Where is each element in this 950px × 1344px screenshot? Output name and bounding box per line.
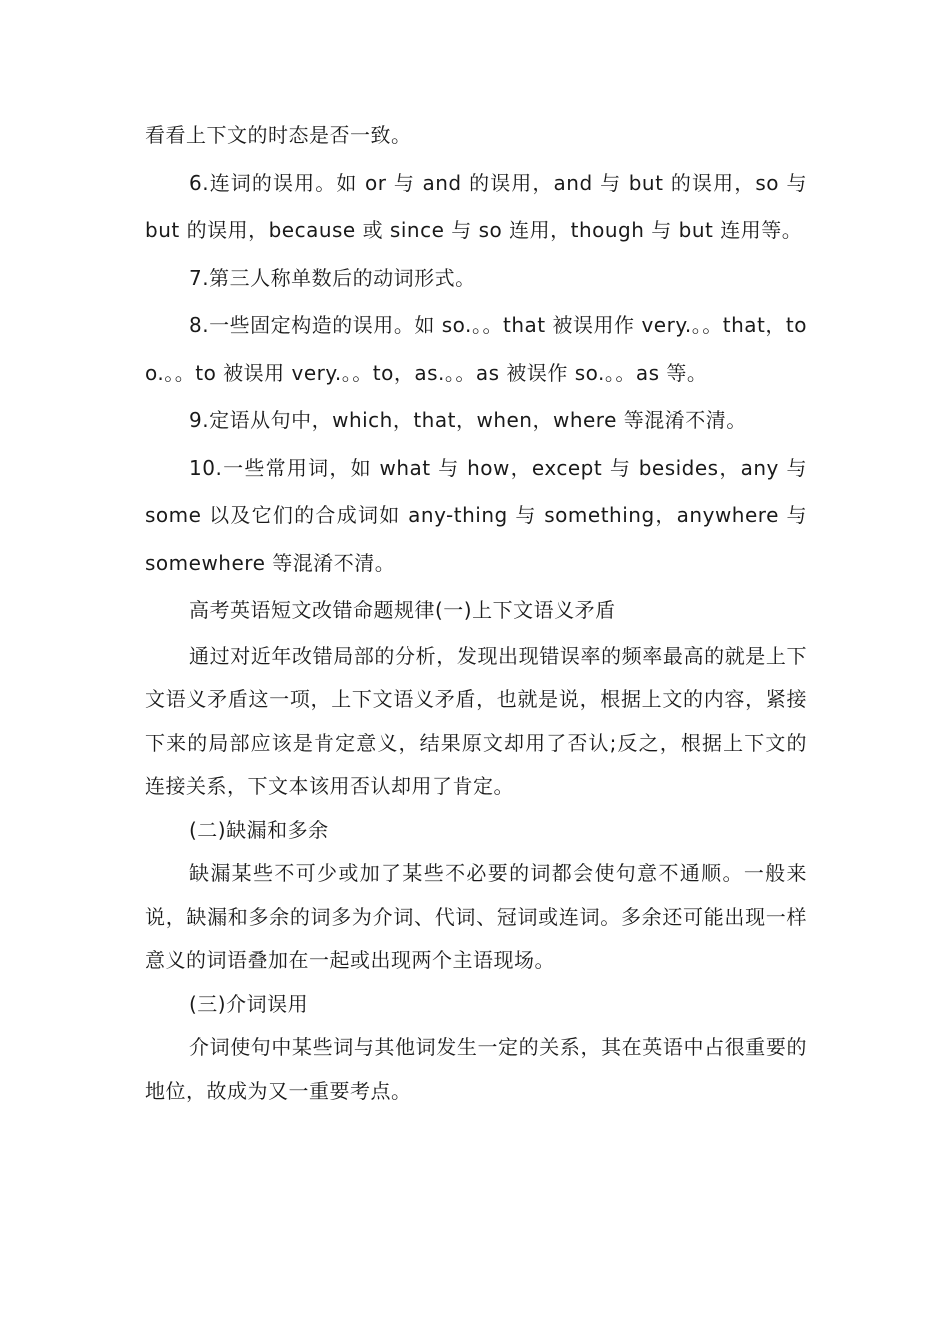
paragraph-item-9-relative-clauses: 9.定语从句中，which，that，when，where 等混淆不清。	[189, 408, 747, 432]
section-heading-contradiction: 高考英语短文改错命题规律(一)上下文语义矛盾	[189, 598, 616, 622]
section-heading-omission: (二)缺漏和多余	[189, 817, 329, 842]
paragraph-tense-consistency: 看看上下文的时态是否一致。	[145, 123, 412, 147]
paragraph-item-7-third-person: 7.第三人称单数后的动词形式。	[189, 265, 476, 290]
paragraph-item-6-conjunctions: 6.连词的误用。如 or 与 and 的误用，and 与 but 的误用，so 与 but 的误用，because 或 since 与 so 连用，though 与 but 连用等。	[145, 170, 807, 242]
paragraph-omission-body: 缺漏某些不可少或加了某些不必要的词都会使句意不通顺。一般来说，缺漏和多余的词多为介词、代词、冠词或连词。多余还可能出现一样意义的词语叠加在一起或出现两个主语现场。	[145, 861, 807, 972]
paragraph-item-8-fixed-structures: 8.一些固定构造的误用。如 so.。。that 被误用作 very.。。that，too.。。to 被误用 very.。。to，as.。。as 被误作 so.。。as 等。	[145, 313, 807, 385]
paragraph-item-10-common-words: 10.一些常用词，如 what 与 how，except 与 besides，any 与 some 以及它们的合成词如 any-thing 与 something，anywhere 与 somewhere 等混淆不清。	[145, 455, 807, 575]
paragraph-contradiction-body: 通过对近年改错局部的分析，发现出现错误率的频率最高的就是上下文语义矛盾这一项，上下文语义矛盾，也就是说，根据上文的内容，紧接下来的局部应该是肯定意义，结果原文却用了否认;反之，根据上下文的连接关系，下文本该用否认却用了肯定。	[145, 643, 807, 798]
section-heading-prepositions: (三)介词误用	[189, 991, 309, 1016]
paragraph-prepositions-body: 介词使句中某些词与其他词发生一定的关系，其在英语中占很重要的地位，故成为又一重要考点。	[145, 1035, 807, 1103]
document-page	[145, 112, 807, 1113]
